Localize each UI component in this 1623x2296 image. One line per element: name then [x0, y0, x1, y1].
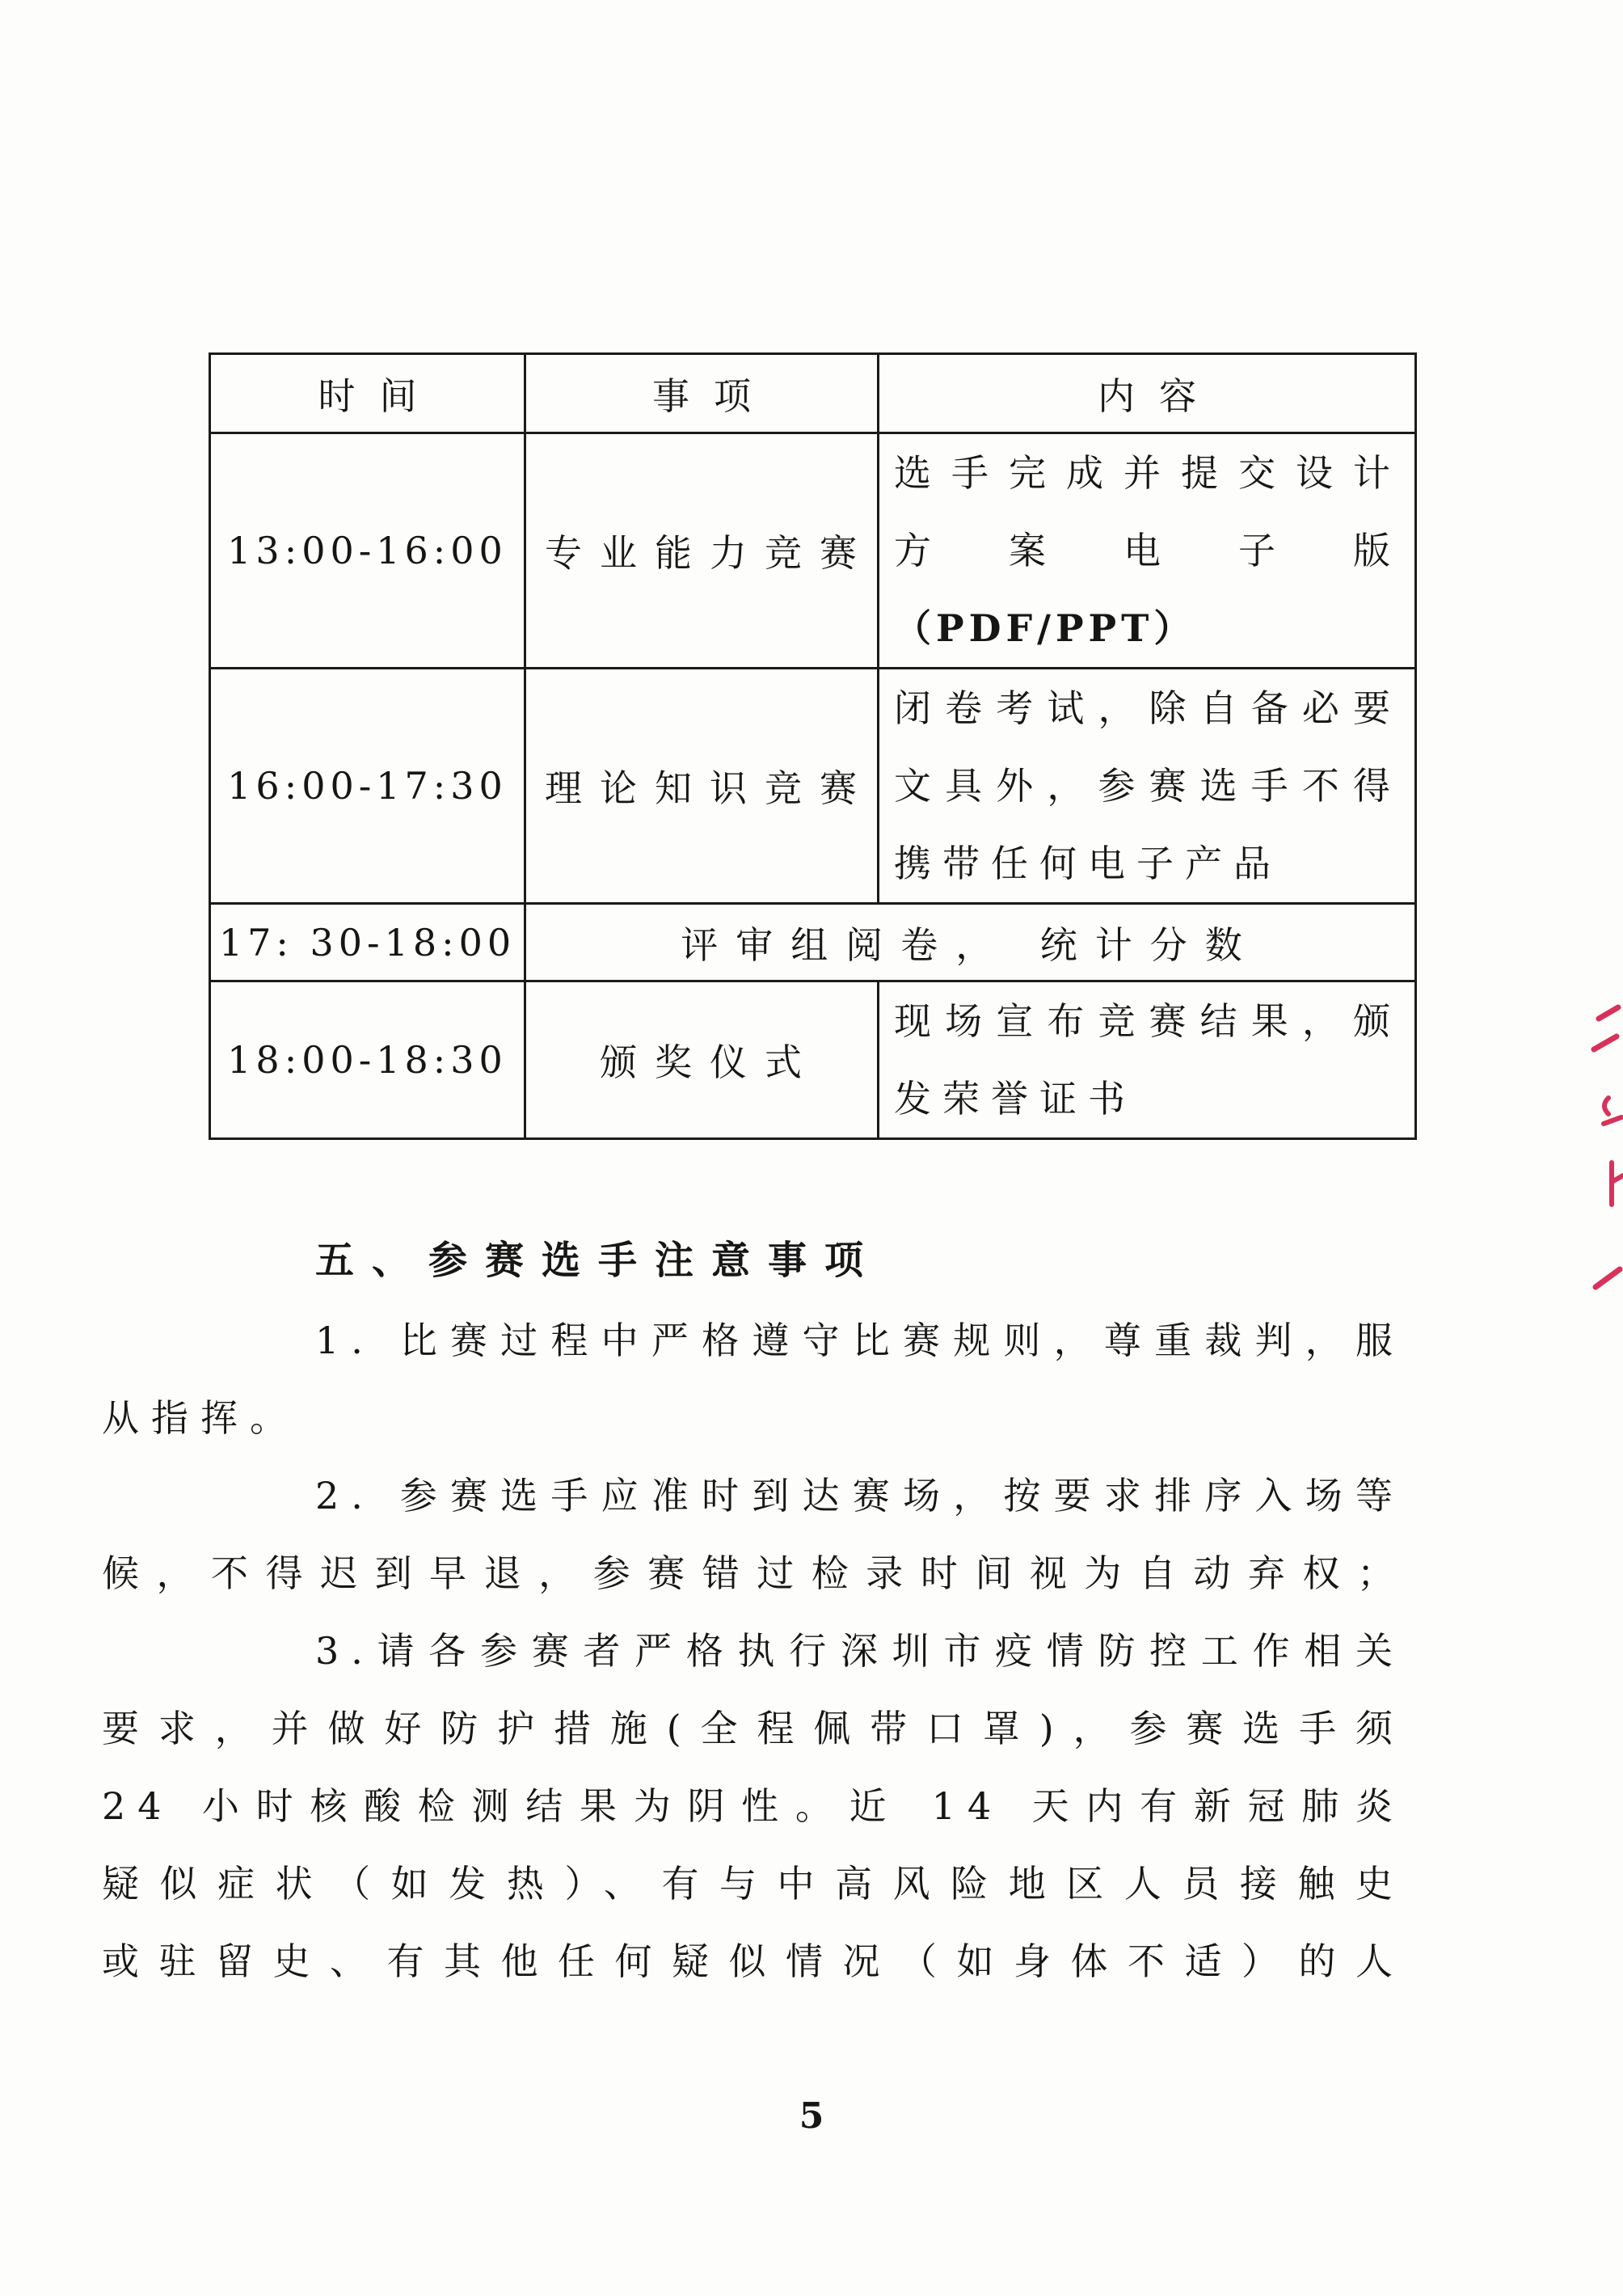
paragraph-1 [102, 1302, 1405, 1457]
content-line: 现场宣布竞赛结果，颁 [894, 999, 1397, 1043]
content-line: 方 案 电 子 版 [894, 529, 1397, 572]
table-row [210, 669, 1416, 904]
paragraph-line: 1. 比赛过程中严格遵守比赛规则，尊重裁判，服 [315, 1319, 1405, 1362]
table-row [210, 433, 1416, 669]
table-row [210, 981, 1416, 1139]
content-line: 携带任何电子产品 [894, 842, 1282, 885]
paragraph-line: 24 小时核酸检测结果为阴性。近 14 天内有新冠肺炎 [102, 1784, 1405, 1828]
table-header-row [210, 354, 1416, 433]
item-cell: 专业能力竞赛 [525, 433, 879, 669]
item-cell: 理论知识竞赛 [525, 669, 879, 904]
paragraph-line: 从指挥。 [102, 1396, 299, 1440]
content-line: 发荣誉证书 [894, 1077, 1136, 1121]
time-cell: 18:00-18:30 [210, 981, 525, 1139]
content-cell [879, 981, 1416, 1139]
time-cell: 13:00-16:00 [210, 433, 525, 669]
schedule-table [209, 352, 1417, 1140]
content-line: （PDF/PPT） [894, 606, 1196, 650]
content-cell [879, 669, 1416, 904]
time-cell: 16:00-17:30 [210, 669, 525, 904]
paragraph-line: 候，不得迟到早退，参赛错过检录时间视为自动弃权； [102, 1551, 1405, 1595]
time-cell: 17: 30-18:00 [210, 904, 525, 981]
paragraph-line: 2. 参赛选手应准时到达赛场，按要求排序入场等 [315, 1474, 1405, 1517]
red-seal-fragment-icon [1576, 1002, 1623, 1326]
content-line: 闭卷考试，除自备必要 [894, 686, 1397, 730]
paragraph-line: 疑似症状（如发热）、有与中高风险地区人员接触史 [102, 1862, 1405, 1906]
paragraph-line: 要求，并做好防护措施(全程佩带口罩)，参赛选手须 [102, 1707, 1405, 1750]
merged-content-cell: 评审组阅卷， 统计分数 [525, 904, 1416, 981]
header-time: 时间 [210, 354, 525, 433]
paragraph-line: 或驻留史、有其他任何疑似情况（如身体不适）的人 [102, 1939, 1405, 1983]
section-heading: 五、参赛选手注意事项 [315, 1238, 882, 1283]
header-content: 内容 [879, 354, 1416, 433]
item-cell: 颁奖仪式 [525, 981, 879, 1139]
content-line: 文具外，参赛选手不得 [894, 764, 1397, 808]
paragraph-3 [102, 1612, 1405, 2000]
table-row [210, 904, 1416, 981]
paragraph-line: 3.请各参赛者严格执行深圳市疫情防控工作相关 [315, 1629, 1405, 1673]
content-line: 选手完成并提交设计 [894, 451, 1397, 495]
paragraph-2 [102, 1457, 1405, 1612]
header-item: 事项 [525, 354, 879, 433]
content-cell [879, 433, 1416, 669]
section-body [102, 1302, 1405, 2000]
page-number: 5 [799, 2096, 824, 2137]
